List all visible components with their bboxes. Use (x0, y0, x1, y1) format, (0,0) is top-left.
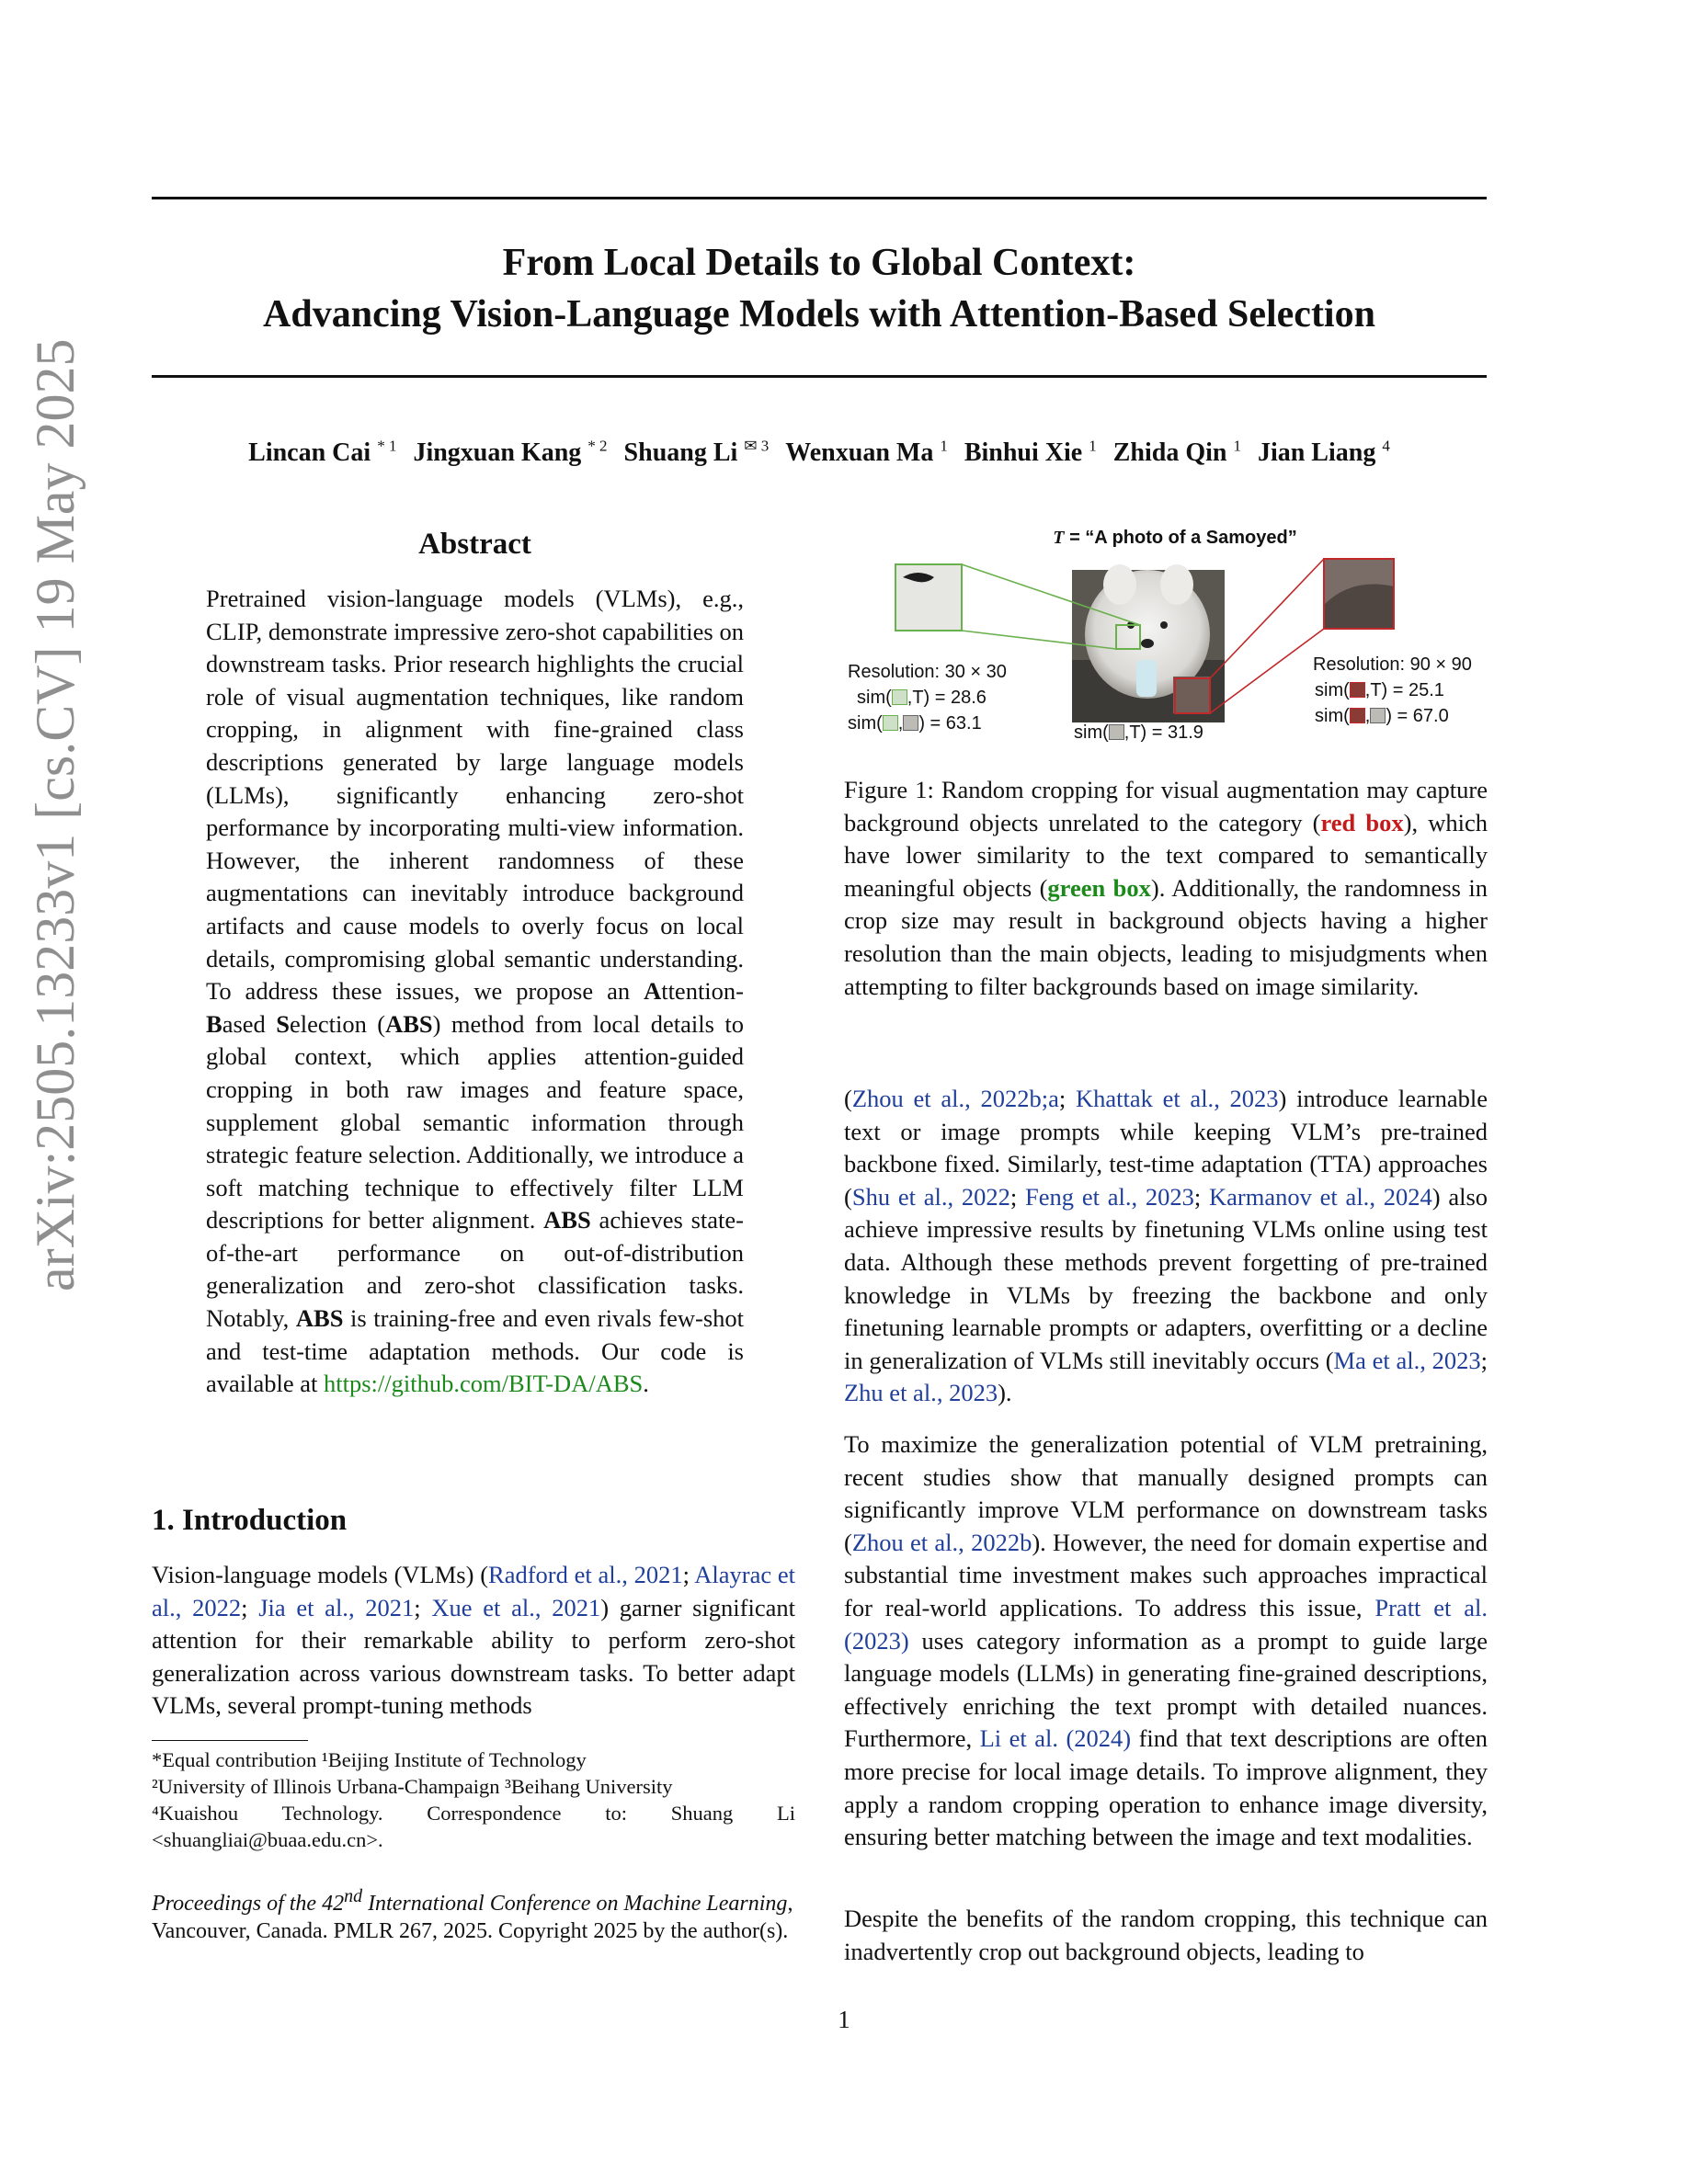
green-crop-thumb-icon (892, 689, 907, 705)
right-sim-text: sim( ,T) = 25.1 (1315, 680, 1444, 700)
author-entry (1258, 438, 1390, 467)
citation-link[interactable]: Xue et al., 2021 (431, 1593, 601, 1621)
citation-link[interactable]: Ma et al., 2023 (1333, 1346, 1481, 1374)
citation-link[interactable]: Zhu et al., 2023 (844, 1379, 998, 1407)
figure-1-caption: Figure 1: Random cropping for visual augmentation may capture background objects unrelated to the category (red box), which have lower similarity to the text compared to semantically meaningful objects (green box). Additionally, the randomness in crop size may result in background objects having a higher resolution than the main objects, leading to misjudgments when attempting to filter backgrounds based on image similarity. (844, 776, 1488, 1000)
author-entry (1113, 438, 1241, 467)
citation-link[interactable]: Zhou et al., 2022b;a (851, 1085, 1059, 1112)
author-affiliation-marker: 1 (1233, 438, 1241, 455)
author-affiliation-marker: ✉ 3 (744, 438, 770, 455)
full-image-thumb-icon (1109, 724, 1124, 740)
red-crop-thumb-icon (1350, 708, 1365, 723)
red-crop-thumb-icon (1350, 682, 1365, 698)
citation-link[interactable]: Feng et al., 2023 (1025, 1182, 1194, 1211)
author-affiliation-marker: 1 (940, 438, 948, 455)
right-sim-image: sim( , ) = 67.0 (1315, 706, 1449, 726)
title-line-2: Advancing Vision-Language Models with Attention-Based Selection (263, 293, 1375, 336)
author-affiliation-marker: * 2 (587, 438, 608, 455)
citation-link[interactable]: Alayrac et al., 2022 (152, 1561, 795, 1621)
right-paragraph-3: Despite the benefits of the random cropping, this technique can inadvertently crop out background objects, leading to (844, 1905, 1488, 1965)
code-link[interactable]: https://github.com/BIT-DA/ABS (324, 1370, 644, 1398)
author-affiliation-marker: 1 (1089, 438, 1097, 455)
author-entry (413, 438, 607, 467)
author-name: Jian Liang (1257, 438, 1376, 468)
author-name: Binhui Xie (964, 438, 1083, 468)
author-entry (964, 438, 1097, 467)
left-resolution-label: Resolution: 30 × 30 (848, 662, 1007, 682)
red-connector-line (1210, 559, 1324, 678)
arxiv-sidebar-stamp: arXiv:2505.13233v1 [cs.CV] 19 May 2025 (25, 338, 86, 1291)
right-paragraph-1: (Zhou et al., 2022b;a; Khattak et al., 2023) introduce learnable text or image prompts while keeping VLM’s pre-trained backbone fixed. Similarly, test-time adaptation (TTA) approaches (Shu et al., 2022; Feng et al., 2023; Karmanov et al., 2024) also achieve impressive results by finetuning VLMs online using test data. Although these methods prevent forgetting of pre-trained knowledge in VLMs by freezing the backbone and only finetuning learnable prompts or adapters, overfitting or a decline in generalization of VLMs still inevitably occurs (Ma et al., 2023; Zhu et al., 2023). (844, 1085, 1488, 1407)
left-sim-text: sim( ,T) = 28.6 (857, 688, 987, 708)
citation-link[interactable]: Jia et al., 2021 (258, 1593, 415, 1621)
samoyed-photo (1072, 564, 1225, 722)
author-entry (624, 438, 770, 467)
green-crop-thumb-icon (883, 715, 898, 731)
citation-link[interactable]: Shu et al., 2022 (851, 1182, 1010, 1211)
author-entry (785, 438, 948, 467)
red-zoom-crop (1324, 559, 1394, 629)
citation-link[interactable]: Khattak et al., 2023 (1075, 1085, 1279, 1112)
full-image-thumb-icon (903, 715, 918, 731)
title-line-1: From Local Details to Global Context: (502, 242, 1136, 284)
citation-link[interactable]: Li et al. (2024) (979, 1724, 1132, 1753)
left-sim-image: sim( , ) = 63.1 (848, 713, 982, 734)
abstract-heading: Abstract (418, 528, 531, 561)
green-zoom-crop (895, 564, 962, 631)
author-affiliation-marker: 4 (1382, 438, 1390, 455)
abstract-text: Pretrained vision-language models (VLMs), e.g., CLIP, demonstrate impressive zero-shot capabilities on downstream tasks. Prior research highlights the crucial role of visual augmentation techniques, like random cropping, in alignment with fine-grained class descriptions generated by large language models (LLMs), significantly enhancing zero-shot performance by incorporating multi-view information. However, the inherent randomness of these augmentations can inevitably introduce background artifacts and cause models to overly focus on local details, compromising global semantic understanding. To address these issues, we propose an Attention-Based Selection (ABS) method from local details to global context, which applies attention-guided cropping in both raw images and feature space, supplement global semantic information through strategic feature selection. Additionally, we introduce a soft matching technique to effectively filter LLM descriptions for better alignment. ABS achieves state-of-the-art performance on out-of-distribution generalization and zero-shot classification tasks. Notably, ABS is training-free and even rivals few-shot and test-time adaptation methods. Our code is available at https://github.com/BIT-DA/ABS. (206, 585, 744, 1398)
author-list (152, 438, 1487, 468)
introduction-heading: 1. Introduction (152, 1504, 348, 1537)
center-sim: sim( ,T) = 31.9 (1074, 722, 1203, 743)
author-name: Wenxuan Ma (785, 438, 934, 468)
page-number: 1 (838, 2006, 850, 2033)
author-entry (248, 438, 396, 467)
paper-title (152, 237, 1487, 340)
footnote-rule (152, 1740, 308, 1741)
right-resolution-label: Resolution: 90 × 90 (1313, 654, 1472, 675)
red-connector-line (1210, 629, 1324, 713)
proceedings-note: Proceedings of the 42nd International Conference on Machine Learning, Vancouver, Canada. PMLR 267, 2025. Copyright 2025 by the author(s). (152, 1886, 793, 1943)
author-name: Shuang Li (623, 438, 738, 468)
title-bottom-rule (152, 375, 1487, 378)
figure-prompt: T = “A photo of a Samoyed” (1053, 528, 1297, 548)
citation-link[interactable]: Radford et al., 2021 (488, 1561, 683, 1588)
figure-1 (844, 522, 1488, 763)
author-name: Lincan Cai (248, 438, 371, 468)
author-name: Jingxuan Kang (413, 438, 582, 468)
right-paragraph-2: To maximize the generalization potential of VLM pretraining, recent studies show that manually designed prompts can significantly improve VLM performance on downstream tasks (Zhou et al., 2022b). However, the need for domain expertise and substantial time investment makes such approaches impractical for real-world applications. To address this issue, Pratt et al. (2023) uses category information as a prompt to guide large language models (LLMs) in generating fine-grained descriptions, effectively enriching the text prompt with detailed nuances. Furthermore, Li et al. (2024) find that text descriptions are often more precise for local image details. To improve alignment, they apply a random cropping operation to enhance image diversity, ensuring better matching between the image and text modalities. (844, 1430, 1488, 1851)
footnote-line: ²University of Illinois Urbana-Champaign ³Beihang University (152, 1775, 673, 1798)
citation-link[interactable]: Pratt et al. (2023) (844, 1593, 1488, 1655)
citation-link[interactable]: Zhou et al., 2022b (851, 1528, 1032, 1556)
footnote (152, 1746, 795, 1853)
full-image-thumb-icon (1370, 708, 1386, 723)
citation-link[interactable]: Karmanov et al., 2024 (1209, 1182, 1432, 1211)
footnote-line: ⁴Kuaishou Technology. Correspondence to: Shuang Li <shuangliai@buaa.edu.cn>. (152, 1802, 795, 1851)
introduction-text: Vision-language models (VLMs) (Radford et al., 2021; Alayrac et al., 2022; Jia et al., 2021; Xue et al., 2021) garner significant attention for their remarkable ability to perform zero-shot generalization across various downstream tasks. To better adapt VLMs, several prompt-tuning methods (152, 1561, 795, 1720)
footnote-line: *Equal contribution ¹Beijing Institute of Technology (152, 1748, 587, 1771)
title-top-rule (152, 197, 1487, 199)
author-name: Zhida Qin (1112, 438, 1227, 468)
author-affiliation-marker: * 1 (377, 438, 397, 455)
